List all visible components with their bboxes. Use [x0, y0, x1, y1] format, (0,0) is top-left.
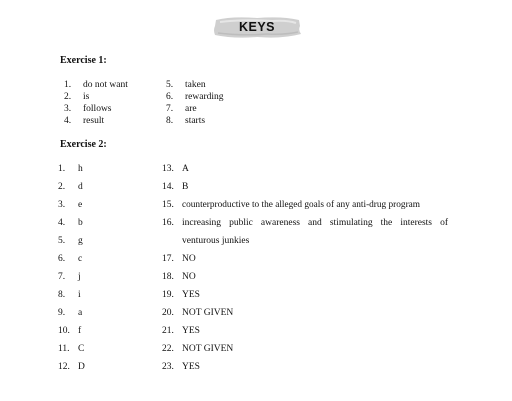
page-title: KEYS	[238, 20, 276, 34]
exercise-1-heading: Exercise 1:	[60, 55, 107, 66]
keys-title-box	[212, 14, 302, 40]
exercise-2-heading: Exercise 2:	[60, 139, 107, 150]
